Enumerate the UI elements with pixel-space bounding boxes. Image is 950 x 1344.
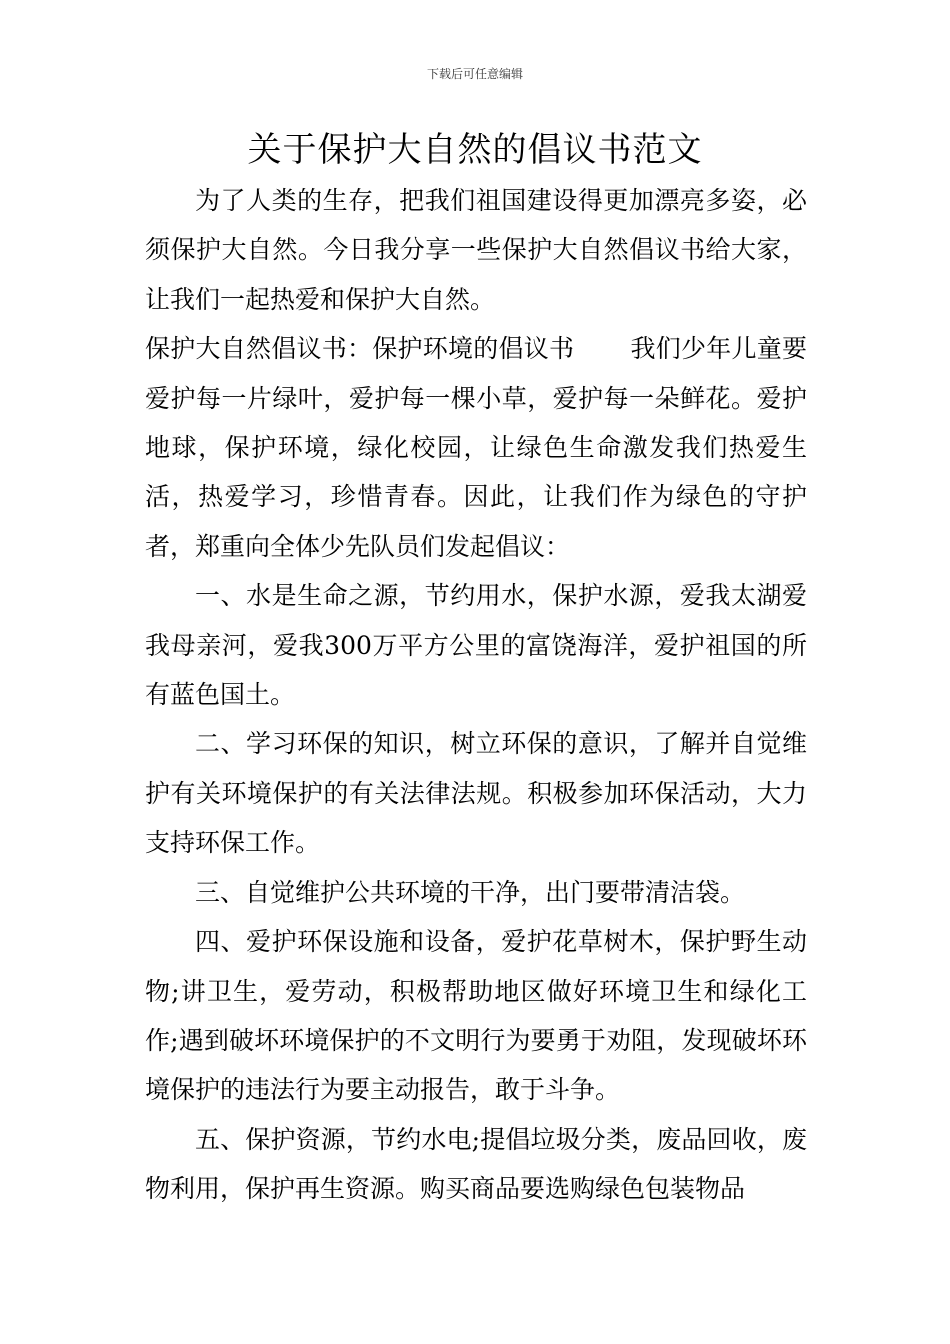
proposal-item-4: 四、爱护环保设施和设备，爱护花草树木，保护野生动物;讲卫生，爱劳动，积极帮助地区做好环境卫生和绿化工作;遇到破坏环境保护的不文明行为要勇于劝阻，发现破坏环境保护的违法行为要主动报告，敢于斗争。 [145,927,807,1105]
proposal-item-3: 三、自觉维护公共环境的干净，出门要带清洁袋。 [195,877,746,907]
proposal-item-2: 二、学习环保的知识，树立环保的意识，了解并自觉维护有关环境保护的有关法律法规。积极参加环保活动，大力支持环保工作。 [145,729,807,858]
proposal-item-1: 一、水是生命之源，节约用水，保护水源，爱我太湖爱我母亲河，爱我300万平方公里的富饶海洋，爱护祖国的所有蓝色国土。 [145,581,807,710]
document-title: 关于保护大自然的倡议书范文 [247,130,703,170]
proposal-item-5: 五、保护资源，节约水电;提倡垃圾分类，废品回收，废物利用，保护再生资源。购买商品要选购绿色包装物品 [145,1124,807,1204]
sub-heading: 保护大自然倡议书：保护环境的倡议书 [145,334,575,364]
proposal-paragraph [145,324,807,571]
intro-paragraph: 为了人类的生存，把我们祖国建设得更加漂亮多姿，必须保护大自然。今日我分享一些保护大自然倡议书给大家，让我们一起热爱和保护大自然。 [145,186,807,314]
header-note: 下载后可任意编辑 [426,67,523,81]
proposal-body: 我们少年儿童要爱护每一片绿叶，爱护每一棵小草，爱护每一朵鲜花。爱护地球，保护环境，绿化校园，让绿色生命激发我们热爱生活，热爱学习，珍惜青春。因此，让我们作为绿色的守护者，郑重向全体少先队员们发起倡议： [145,334,807,561]
document-body [145,176,807,1214]
